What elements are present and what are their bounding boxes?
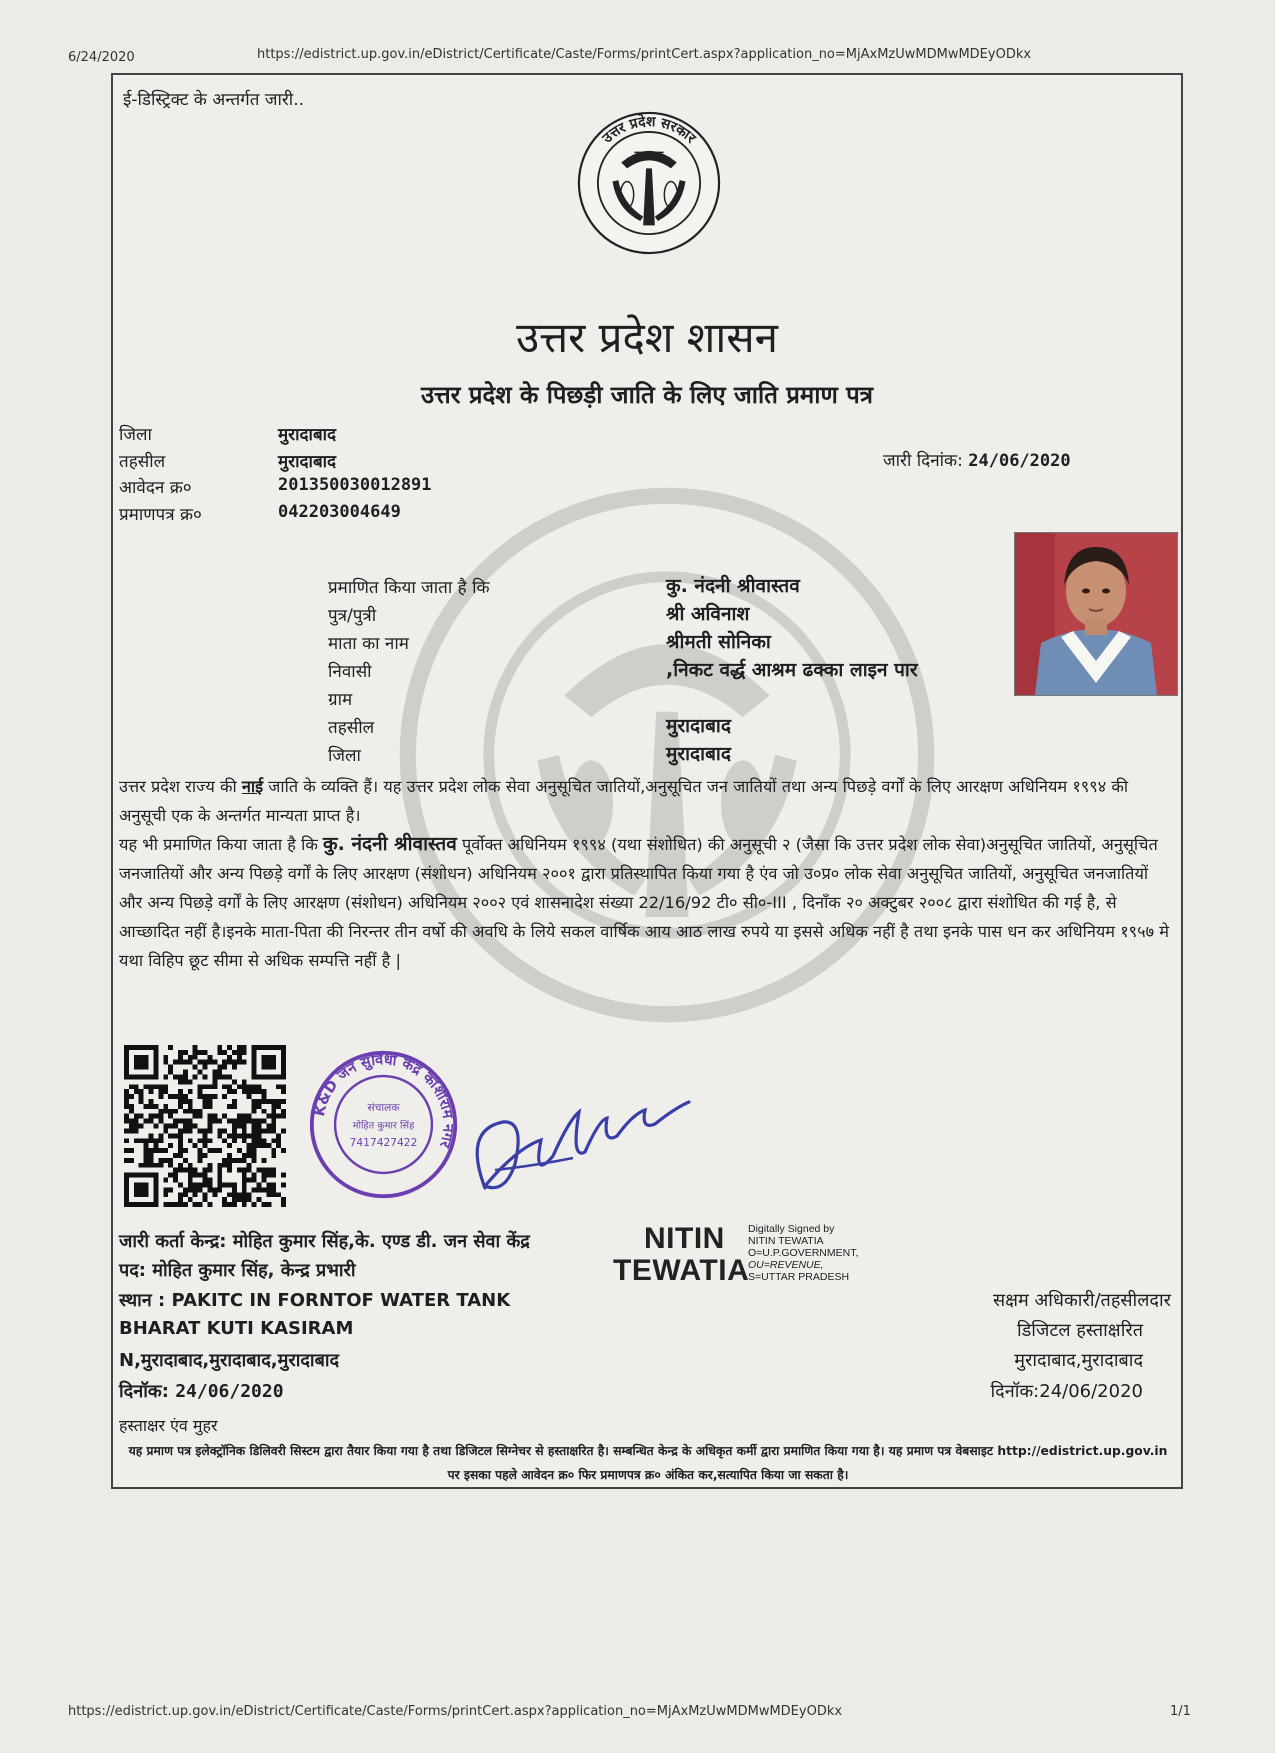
issuing-place-line2: BHARAT KUTI KASIRAM <box>119 1318 354 1339</box>
meta-value-district: मुरादाबाद <box>278 425 337 445</box>
issuing-place-line3: N,मुरादाबाद,मुरादाबाद,मुरादाबाद <box>119 1350 340 1371</box>
issue-date-value: 24/06/2020 <box>968 451 1071 471</box>
up-govt-emblem-icon <box>576 110 722 256</box>
officer-place: मुरादाबाद,मुरादाबाद <box>1014 1350 1143 1371</box>
detail-label-district: जिला <box>328 746 361 766</box>
verification-note: यह प्रमाण पत्र इलेक्ट्रॉनिक डिलिवरी सिस्टम द्वारा तैयार किया गया है तथा डिजिटल सिग्नेचर से हस्ताक्षरित है। सम्बन्धित केन्द्र के अधिकृत कर्मी द्वारा प्रमाणित किया गया है। यह प्रमाण पत्र वेबसाइट http://edistrict.up.gov.in पर इसका पहले आवेदन क्र० फिर प्रमाणपत्र क्र० अंकित कर,सत्यापित किया जा सकता है। <box>128 1444 1168 1482</box>
signature-line5: S=UTTAR PRADESH <box>748 1271 850 1283</box>
stamp-line1: संचालक <box>367 1100 400 1114</box>
signature-line4: OU=REVENUE, <box>748 1259 824 1271</box>
detail-value-father: श्री अविनाश <box>666 603 750 625</box>
signer-first-name: NITIN <box>644 1222 725 1255</box>
govt-title: उत्तर प्रदेश शासन <box>516 313 778 362</box>
signer-last-name: TEWATIA <box>613 1254 750 1287</box>
handwritten-signature-icon <box>393 1060 693 1210</box>
meta-value-application-no: 201350030012891 <box>278 475 432 495</box>
detail-label-tehsil: तहसील <box>328 718 375 738</box>
stamp-ring-text: K&D जन सुविधा केंद्र काशीराम नगर <box>311 1052 456 1150</box>
detail-label-resident: निवासी <box>328 662 372 682</box>
para2-name: कु. नंदनी श्रीवास्तव <box>323 833 457 855</box>
detail-value-address: ,निकट वर्द्ध आश्रम ढक्का लाइन पार <box>666 659 918 681</box>
para2-prefix: यह भी प्रमाणित किया जाता है कि <box>119 835 324 854</box>
meta-value-certificate-no: 042203004649 <box>278 502 401 522</box>
certification-paragraph <box>119 830 1169 975</box>
page-number: 1/1 <box>1170 1704 1191 1719</box>
detail-value-name: कु. नंदनी श्रीवास्तव <box>666 575 800 597</box>
meta-label-tehsil: तहसील <box>119 452 166 472</box>
meta-label-certificate-no: प्रमाणपत्र क्र० <box>119 505 202 525</box>
emblem-text: उत्तर प्रदेश सरकार <box>599 113 699 147</box>
para1-rest: जाति के व्यक्ति हैं। यह उत्तर प्रदेश लोक सेवा अनुसूचित जातियों,अनुसूचित जन जातियों तथा अन्य पिछड़े वर्गों के लिए आरक्षण अधिनियम १९९४ की अनुसूची एक के अन्तर्गत मान्यता प्राप्त है। <box>119 777 1129 825</box>
caste-name: नाई <box>241 777 264 796</box>
signature-line2: NITIN TEWATIA <box>748 1235 824 1247</box>
para2-rest: पूर्वोक्त अधिनियम १९९४ (यथा संशोधित) की अनुसूची २ (जैसा कि उत्तर प्रदेश लोक सेवा)अनुसूचित जातियों, अनुसूचित जनजातियों और अन्य पिछड़े वर्गों के लिए आरक्षण (संशोधन) अधिनियम २००१ द्वारा प्रतिस्थापित किया गया है एंव जो उ०प्र० लोक सेवा अनुसूचित जातियों, अनुसूचित जनजातियों और अन्य पिछड़े वर्गों के लिए आरक्षण (संशोधन) अधिनियम २००२ एवं शासनादेश संख्या 22/16/92 टी० सी०-III , दिनाँक २० अक्टुबर २००८ द्वारा संशोधित की गई है, से आच्छादित नहीं है।इनके माता-पिता की निरन्तर तीन वर्षो की अवधि के लिये सकल वार्षिक आय आठ लाख रुपये या इससे अधिक नहीं है तथा इनके पास धन कर अधिनियम १९५७ मे यथा विहिप छूट सीमा से अधिक सम्पत्ति नहीं है | <box>119 835 1169 970</box>
detail-label-certified: प्रमाणित किया जाता है कि <box>328 578 490 598</box>
sign-and-seal-label: हस्ताक्षर एंव मुहर <box>119 1416 218 1435</box>
meta-value-tehsil: मुरादाबाद <box>278 452 337 472</box>
officer-digital-sign: डिजिटल हस्ताक्षरित <box>1017 1320 1143 1341</box>
detail-label-mother: माता का नाम <box>328 634 409 654</box>
print-footer-url[interactable]: https://edistrict.up.gov.in/eDistrict/Certificate/Caste/Forms/printCert.aspx?application_no=MjAxMzUwMDMwMDEyODkx <box>68 1704 843 1719</box>
officer-date: दिनॉक:24/06/2020 <box>990 1381 1143 1402</box>
detail-value-tehsil: मुरादाबाद <box>666 715 731 737</box>
issuing-post: पद: मोहित कुमार सिंह, केन्द्र प्रभारी <box>119 1260 356 1281</box>
issuing-center: जारी कर्ता केन्द्र: मोहित कुमार सिंह,के. एण्ड डी. जन सेवा केंद्र <box>119 1231 530 1252</box>
meta-label-district: जिला <box>119 425 152 445</box>
detail-value-district: मुरादाबाद <box>666 743 731 765</box>
print-date: 6/24/2020 <box>68 50 135 65</box>
issue-date <box>883 448 1071 471</box>
detail-label-village: ग्राम <box>328 690 353 710</box>
issuing-date-value: 24/06/2020 <box>175 1381 284 1402</box>
caste-paragraph <box>119 772 1169 830</box>
signature-line3: O=U.P.GOVERNMENT, <box>748 1247 859 1259</box>
para1-prefix: उत्तर प्रदेश राज्य की <box>119 777 242 796</box>
meta-label-application-no: आवेदन क्र० <box>119 478 192 498</box>
certificate-frame <box>111 73 1183 1489</box>
print-url[interactable]: https://edistrict.up.gov.in/eDistrict/Certificate/Caste/Forms/printCert.aspx?application_no=MjAxMzUwMDMwMDEyODkx <box>257 47 1032 62</box>
issue-date-label: जारी दिनांक: <box>883 451 963 471</box>
issuing-place-line1: स्थान : PAKITC IN FORNTOF WATER TANK <box>119 1290 511 1311</box>
certificate-title: उत्तर प्रदेश के पिछड़ी जाति के लिए जाति प्रमाण पत्र <box>420 381 874 409</box>
detail-value-mother: श्रीमती सोनिका <box>666 631 771 653</box>
signature-line1: Digitally Signed by <box>748 1223 835 1235</box>
issued-under-text: ई-डिस्ट्रिक्ट के अन्तर्गत जारी.. <box>123 90 305 110</box>
issuing-date-label: दिनॉक: <box>119 1381 169 1402</box>
applicant-photo <box>1014 532 1178 696</box>
stamp-line2: मोहित कुमार सिंह <box>352 1120 415 1132</box>
qr-code-icon[interactable] <box>122 1045 288 1207</box>
issuing-date <box>119 1379 284 1403</box>
stamp-line3: 7417427422 <box>349 1135 418 1149</box>
officer-title: सक्षम अधिकारी/तहसीलदार <box>992 1290 1171 1311</box>
detail-label-child-of: पुत्र/पुत्री <box>328 606 377 626</box>
